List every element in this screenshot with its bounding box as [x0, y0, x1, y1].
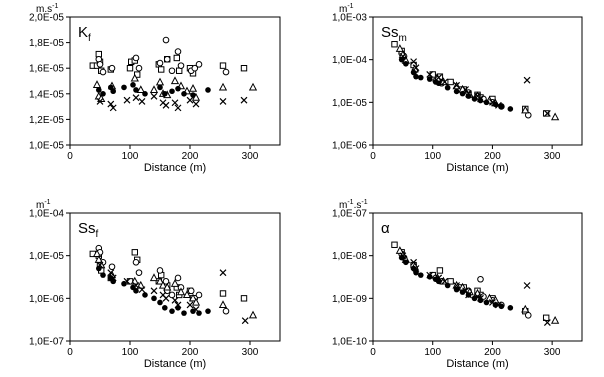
chart-panel-alpha [332, 199, 582, 370]
dot-marker [169, 88, 175, 94]
dot-marker [133, 288, 139, 294]
dot-marker [157, 85, 163, 91]
unit-superscript: -1 [347, 3, 354, 10]
x-tick-label: 100 [424, 151, 442, 162]
cross-marker [220, 98, 226, 104]
triangle-marker [172, 77, 179, 83]
x-tick-label: 300 [543, 151, 561, 162]
dot-marker [403, 61, 409, 67]
y-tick-label: 1,0E-10 [331, 336, 367, 348]
square-marker [159, 67, 164, 72]
cross-marker [163, 295, 169, 301]
dot-marker [413, 74, 419, 80]
x-tick-label: 200 [484, 347, 501, 358]
panel-title-subscript: f [88, 33, 91, 44]
x-tick-label: 200 [484, 151, 501, 162]
panel-title-subscript: f [95, 229, 99, 240]
dot-marker [181, 310, 187, 316]
x-axis-label: Distance (m) [446, 358, 509, 370]
panel-title [381, 220, 390, 237]
dot-marker [190, 92, 196, 98]
circle-marker [169, 292, 175, 298]
y-tick-label: 1,0E-05 [28, 140, 64, 152]
cross-marker [241, 97, 247, 103]
cross-marker [151, 93, 157, 99]
square-marker [437, 268, 442, 273]
triangle-marker [250, 84, 257, 90]
dot-marker [418, 272, 424, 278]
circle-marker [188, 288, 194, 294]
unit-superscript: -1 [52, 3, 59, 10]
unit-superscript: -1 [44, 199, 51, 206]
unit-text: m.s [36, 4, 53, 15]
dot-marker [162, 91, 168, 97]
dot-marker [142, 292, 148, 298]
x-tick-label: 0 [67, 347, 73, 358]
y-tick-label: 1,0E-05 [28, 251, 64, 263]
y-tick-label: 2,0E-05 [28, 12, 64, 24]
circle-marker [525, 313, 531, 319]
series-cross [97, 93, 247, 111]
circle-marker [100, 69, 106, 75]
dot-marker [142, 91, 148, 97]
panel-title-text: Ss [78, 220, 96, 237]
circle-marker [136, 270, 142, 276]
dot-marker [121, 85, 127, 91]
circle-marker [157, 60, 163, 66]
y-tick-label: 1,0E-09 [331, 293, 367, 305]
cross-marker [172, 100, 178, 106]
circle-marker [157, 268, 163, 274]
x-tick-label: 300 [241, 347, 259, 358]
square-marker [174, 55, 179, 60]
y-tick-label: 1,4E-05 [28, 89, 64, 101]
x-tick-label: 0 [370, 151, 376, 162]
dot-marker [484, 300, 490, 306]
cross-marker [220, 270, 226, 276]
x-tick-label: 300 [543, 347, 561, 358]
dot-marker [175, 86, 181, 92]
dot-marker [110, 88, 116, 94]
cross-marker [524, 282, 530, 288]
dot-marker [151, 296, 157, 302]
series-triangle [94, 75, 257, 102]
y-tick-label: 1,6E-05 [28, 63, 64, 75]
square-marker [448, 79, 453, 84]
dot-marker [205, 308, 211, 314]
square-marker [241, 296, 246, 301]
x-tick-label: 100 [121, 347, 139, 358]
square-marker [241, 66, 246, 71]
dot-marker [175, 305, 181, 311]
cross-marker [187, 97, 193, 103]
circle-marker [97, 62, 103, 68]
dot-marker [169, 308, 175, 314]
panel-title-text: K [78, 24, 89, 41]
square-marker [220, 63, 225, 68]
dot-marker [403, 259, 409, 265]
panel-title-text: α [381, 220, 390, 237]
x-axis-label: Distance (m) [446, 162, 509, 174]
panel-title-text: Ss [381, 24, 399, 41]
cross-marker [133, 95, 139, 101]
square-marker [220, 291, 225, 296]
unit-text: m [339, 200, 348, 211]
cross-marker [139, 98, 145, 104]
circle-marker [478, 276, 484, 282]
dot-marker [418, 75, 424, 81]
circle-marker [109, 264, 115, 270]
panel-title-subscript: m [398, 33, 407, 44]
circle-marker [133, 55, 139, 61]
y-tick-label: 1,0E-04 [28, 208, 64, 220]
y-tick-label: 1,8E-05 [28, 38, 64, 50]
dot-marker [205, 87, 211, 93]
dot-marker [130, 82, 136, 88]
y-tick-label: 1,0E-04 [331, 55, 367, 67]
dot-marker [508, 305, 514, 311]
triangle-marker [552, 114, 559, 120]
y-tick-label: 1,0E-03 [331, 12, 367, 24]
panel-title [78, 24, 91, 44]
triangle-marker [220, 301, 227, 307]
dot-marker [100, 91, 106, 97]
circle-marker [196, 62, 202, 68]
y-tick-label: 1,0E-07 [331, 208, 367, 220]
triangle-marker [250, 312, 257, 318]
dot-marker [445, 85, 451, 91]
dot-marker [157, 300, 163, 306]
triangle-marker [94, 81, 101, 87]
circle-marker [178, 63, 184, 69]
triangle-marker [190, 85, 197, 91]
x-tick-label: 100 [121, 151, 139, 162]
circle-marker [175, 275, 181, 281]
triangle-marker [220, 84, 227, 90]
dot-marker [96, 87, 102, 93]
x-tick-label: 100 [424, 347, 442, 358]
unit-superscript: -1 [347, 199, 354, 206]
y-tick-label: 1,0E-05 [331, 97, 367, 109]
x-axis-label: Distance (m) [143, 162, 207, 174]
triangle-marker [151, 274, 158, 280]
x-tick-label: 0 [67, 151, 73, 162]
dot-marker [162, 305, 168, 311]
chart-panel-ssf [29, 199, 280, 370]
x-tick-label: 0 [370, 347, 376, 358]
unit-superscript-2: -1 [361, 199, 368, 206]
unit-text: m [36, 200, 45, 211]
cross-marker [175, 105, 181, 111]
triangle-marker [157, 79, 164, 85]
cross-marker [187, 302, 193, 308]
plot-frame [373, 213, 582, 341]
cross-marker [151, 288, 157, 294]
unit-text: m [339, 4, 348, 15]
circle-marker [175, 49, 181, 55]
square-marker [392, 42, 397, 47]
series-triangle [397, 45, 559, 120]
triangle-marker [552, 317, 559, 323]
series-triangle [397, 247, 559, 323]
circle-marker [133, 259, 139, 265]
square-marker [132, 250, 137, 255]
dot-marker [133, 87, 139, 93]
cross-marker [193, 101, 199, 107]
circle-marker [196, 292, 202, 298]
dot-marker [436, 80, 442, 86]
dot-marker [508, 106, 514, 112]
x-tick-label: 200 [181, 347, 199, 358]
cross-marker [163, 102, 169, 108]
cross-marker [242, 318, 248, 324]
circle-marker [164, 56, 170, 62]
dot-marker [100, 272, 106, 278]
panel-title [381, 24, 407, 44]
x-tick-label: 200 [181, 151, 199, 162]
x-tick-label: 300 [241, 151, 259, 162]
circle-marker [223, 308, 229, 314]
dot-marker [454, 89, 460, 95]
square-marker [127, 66, 132, 71]
x-axis-label: Distance (m) [143, 358, 207, 370]
y-tick-label: 1,0E-07 [28, 336, 64, 348]
square-marker [392, 242, 397, 247]
cross-marker [524, 77, 530, 83]
panel-title [78, 220, 99, 240]
unit-text-2: .s [353, 200, 362, 211]
y-tick-label: 1,0E-06 [28, 293, 64, 305]
triangle-marker [151, 86, 158, 92]
square-marker [543, 315, 548, 320]
circle-marker [109, 65, 115, 71]
cross-marker [124, 97, 130, 103]
chart-panel-kf [29, 3, 280, 174]
circle-marker [169, 68, 175, 74]
circle-marker [223, 69, 229, 75]
dot-marker [181, 91, 187, 97]
y-tick-label: 1,2E-05 [28, 114, 64, 126]
circle-marker [163, 37, 169, 43]
chart-panel-ssm [332, 3, 582, 174]
y-tick-label: 1,0E-06 [331, 140, 367, 152]
circle-marker [136, 65, 142, 71]
y-tick-label: 1,0E-08 [331, 251, 367, 263]
dot-marker [484, 100, 490, 106]
